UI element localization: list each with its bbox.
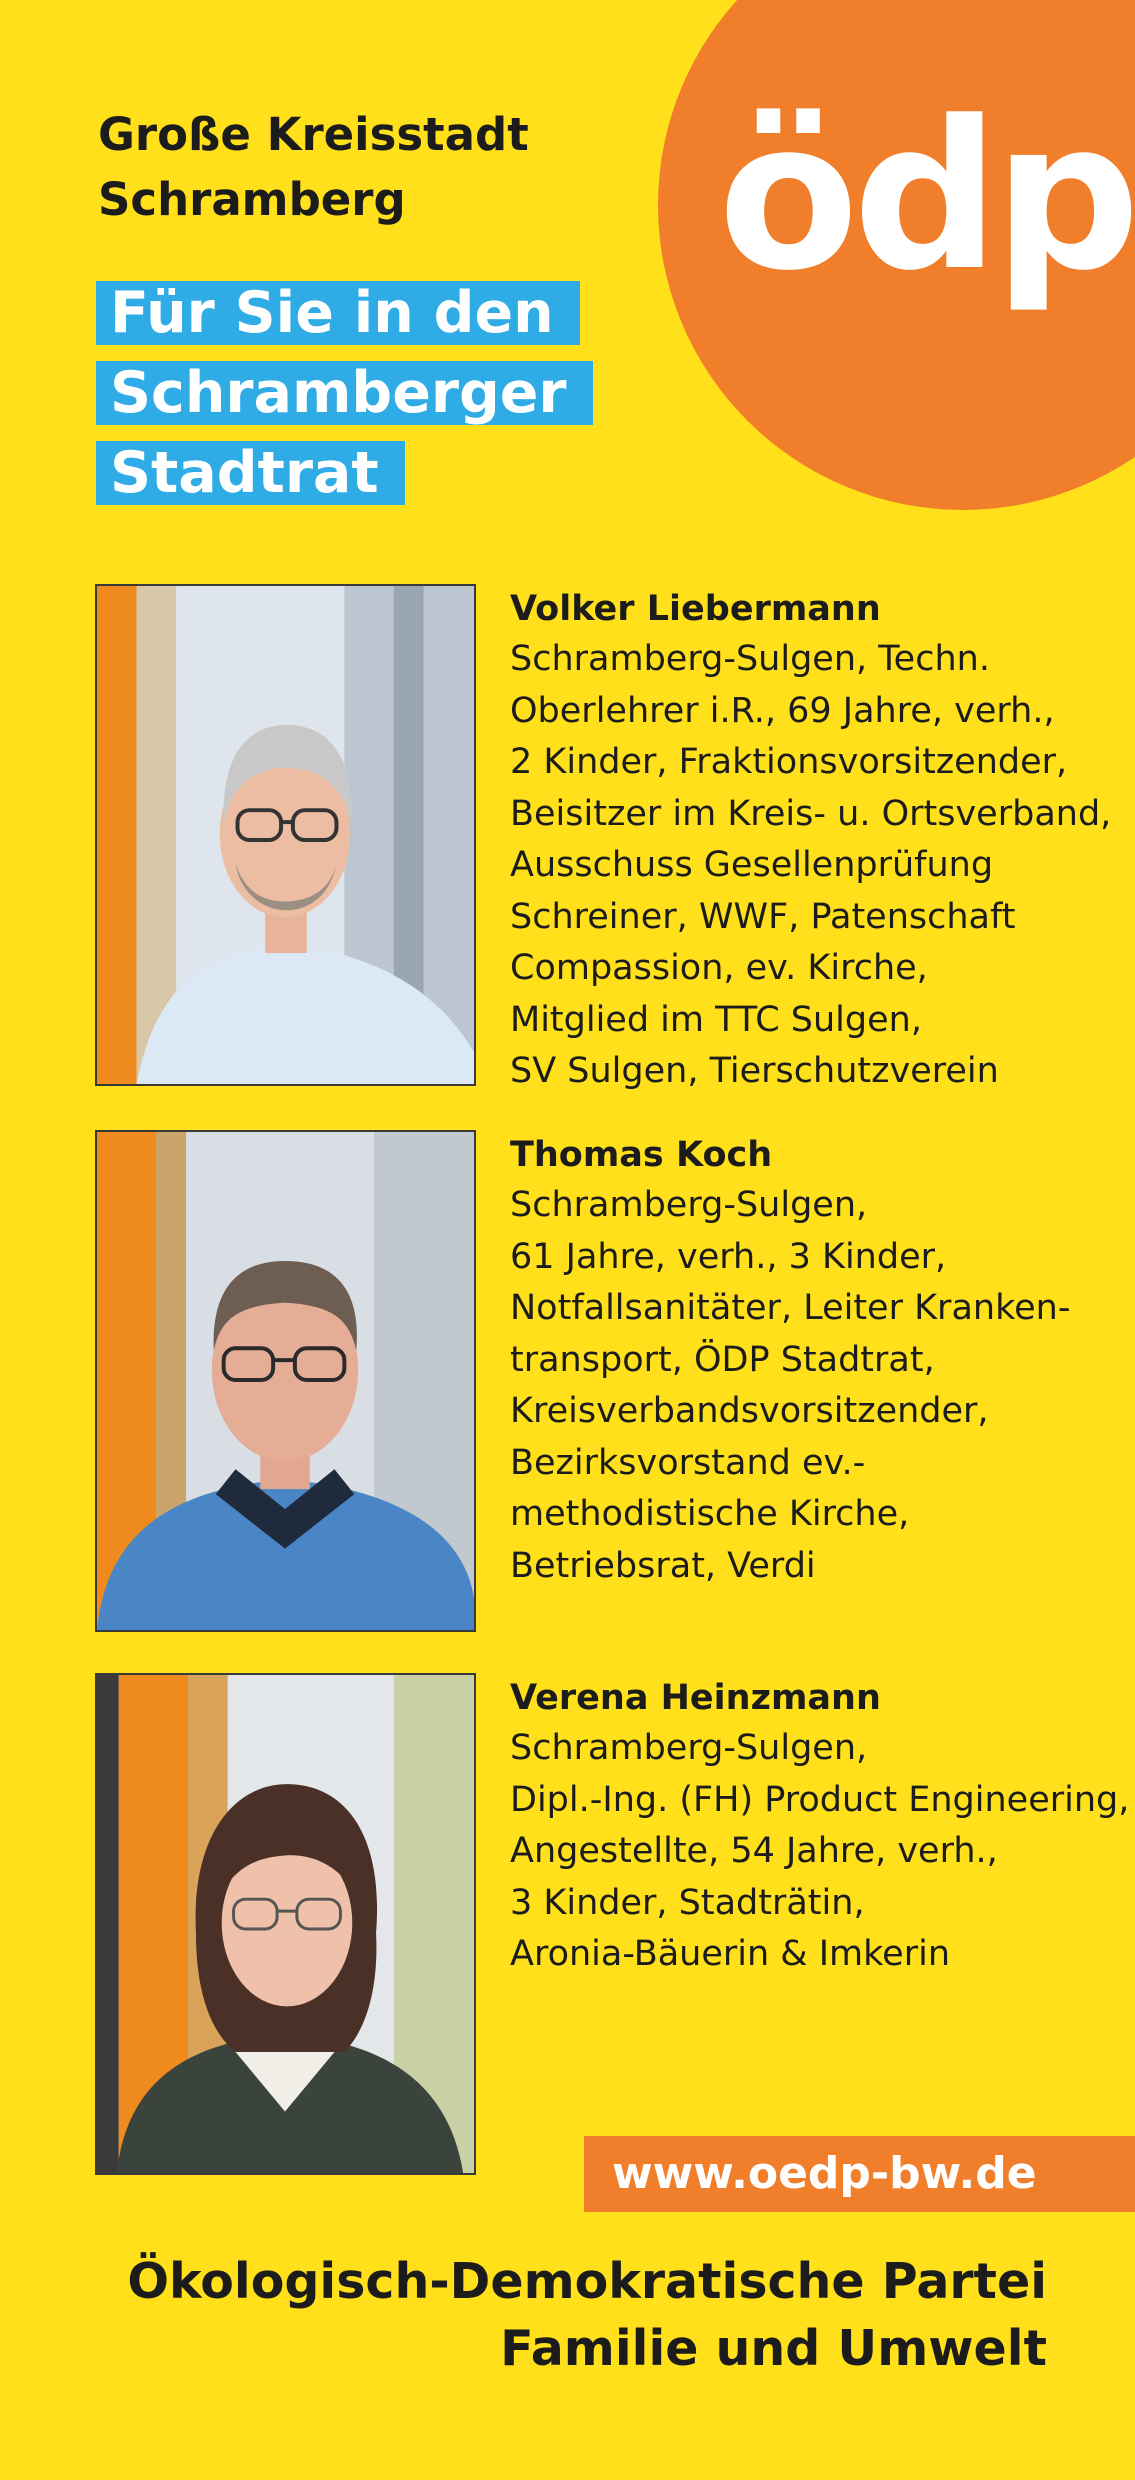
- candidate-description-line: Mitglied im TTC Sulgen,: [510, 999, 922, 1040]
- candidate-photo: [95, 1130, 476, 1632]
- website-link[interactable]: www.oedp-bw.de: [612, 2148, 1037, 2199]
- slogan: [96, 281, 593, 521]
- candidate-name: Thomas Koch: [510, 1135, 773, 1175]
- candidate-info: [510, 1673, 1130, 1981]
- candidate-description-line: Aronia-Bäuerin & Imkerin: [510, 1934, 950, 1974]
- city-line: Große Kreisstadt: [98, 108, 529, 161]
- candidate-photo: [95, 584, 476, 1086]
- candidate-photo: [95, 1673, 476, 2175]
- candidate-description-line: Kreisverbandsvorsitzender,: [510, 1391, 989, 1431]
- candidate-description-line: 61 Jahre, verh., 3 Kinder,: [510, 1236, 947, 1277]
- candidate-description-line: Compassion, ev. Kirche,: [510, 948, 928, 988]
- candidate-description-line: methodistische Kirche,: [510, 1494, 910, 1534]
- candidate-description-line: Angestellte, 54 Jahre, verh.,: [510, 1831, 998, 1871]
- candidate-description-line: Schramberg-Sulgen,: [510, 1728, 868, 1768]
- candidate-description-line: Schramberg-Sulgen, Techn.: [510, 639, 990, 679]
- candidate-description-line: transport, ÖDP Stadtrat,: [510, 1339, 935, 1380]
- slogan-line: Für Sie in den: [96, 281, 580, 345]
- candidate-info: [510, 1130, 1110, 1592]
- candidate-description-line: 2 Kinder, Fraktionsvorsitzender,: [510, 742, 1068, 782]
- candidate-name: Verena Heinzmann: [510, 1678, 881, 1718]
- candidate-description-line: Ausschuss Gesellenprüfung: [510, 845, 994, 885]
- candidate-description-line: Schreiner, WWF, Patenschaft: [510, 896, 1016, 937]
- slogan-line: Stadtrat: [96, 441, 405, 505]
- candidate-description-line: Schramberg-Sulgen,: [510, 1185, 868, 1225]
- candidate-description-line: Dipl.-Ing. (FH) Product Engineering,: [510, 1779, 1130, 1820]
- website-banner[interactable]: [584, 2136, 1135, 2212]
- candidate-info: [510, 584, 1110, 1098]
- candidate-description-line: Bezirksvorstand ev.-: [510, 1442, 866, 1483]
- party-name-line: Familie und Umwelt: [500, 2320, 1047, 2377]
- slogan-line: Schramberger: [96, 361, 593, 425]
- candidate-description-line: 3 Kinder, Stadträtin,: [510, 1882, 865, 1923]
- candidate-description-line: Notfallsanitäter, Leiter Kranken-: [510, 1288, 1071, 1328]
- candidate-description-line: Betriebsrat, Verdi: [510, 1545, 816, 1586]
- candidate-description-line: Oberlehrer i.R., 69 Jahre, verh.,: [510, 690, 1055, 731]
- city-line: Schramberg: [98, 173, 406, 226]
- candidate-name: Volker Liebermann: [510, 589, 881, 629]
- city-heading: [98, 102, 618, 232]
- candidate-description-line: Beisitzer im Kreis- u. Ortsverband,: [510, 793, 1112, 834]
- party-logo: ödp: [718, 78, 1135, 316]
- party-name: [127, 2248, 1047, 2382]
- party-name-line: Ökologisch-Demokratische Partei: [127, 2253, 1047, 2310]
- candidate-description-line: SV Sulgen, Tierschutzverein: [510, 1051, 999, 1091]
